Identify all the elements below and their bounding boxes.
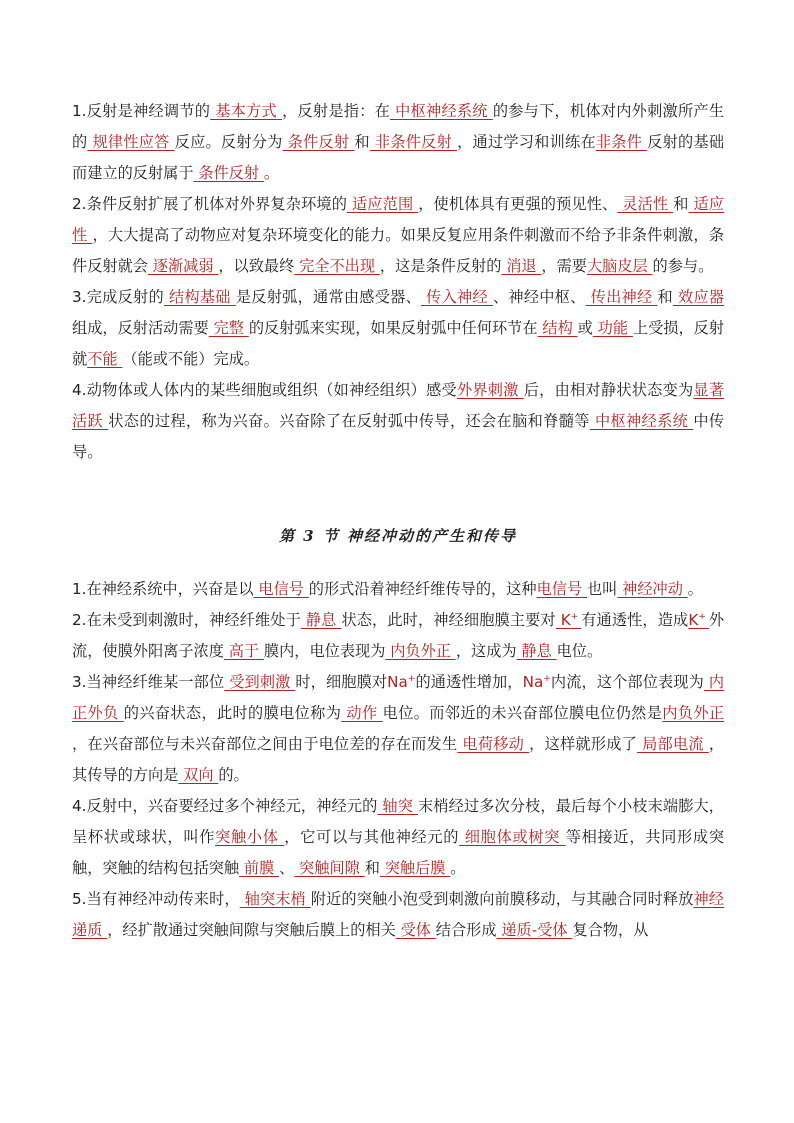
text-segment: 组成，反射活动需要 [72, 319, 209, 337]
answer-text: 电荷移动 [457, 735, 530, 753]
answer-blank [497, 921, 573, 939]
superscript-charge: + [570, 611, 582, 622]
answer-text: 传出神经 [585, 288, 658, 306]
answer-text: 非条件 [595, 133, 648, 151]
answer-blank [239, 859, 279, 877]
answer-blank [537, 580, 587, 598]
answer-blank [387, 673, 415, 691]
text-segment: ，大大提高了动物应对复杂环境变化的能力。如果反复应用条件刺激而不给予非条件刺激，条件反射就会 [72, 226, 725, 275]
answer-blank [662, 704, 724, 722]
text-segment: 2.条件反射扩展了机体对外界复杂环境的 [72, 195, 348, 213]
text-segment: 也叫 [586, 580, 618, 598]
answer-text: 高于 [223, 642, 264, 660]
answer-text: 内负外正 [662, 704, 725, 722]
answer-text: 完整 [208, 319, 249, 337]
text-segment: ，在兴奋部位与未兴奋部位之间由于电位差的存在而发生 [72, 735, 458, 753]
text-segment: 、 [279, 859, 295, 877]
text-segment: 的反射弧来实现，如果反射弧中任何环节在 [248, 319, 538, 337]
answer-text: 突触小体 [215, 828, 285, 846]
answer-blank [593, 319, 633, 337]
answer-text: 传入神经 [421, 288, 493, 306]
text-segment: ，使机体具有更强的预见性、 [418, 195, 618, 213]
text-segment: 有通透性，造成 [581, 611, 689, 629]
answer-text: 突触后膜 [379, 859, 451, 877]
answer-text: 逐渐减弱 [147, 257, 219, 275]
text-segment: ，需要 [541, 257, 587, 275]
answer-text: Na [522, 673, 544, 691]
answer-text: 动作 [341, 704, 383, 722]
answer-text: 递质-受体 [496, 921, 573, 939]
answer-text: 中枢神经系统 [589, 412, 694, 430]
text-segment: 和 [354, 133, 370, 151]
answer-blank [673, 288, 724, 306]
text-segment: 。 [687, 580, 703, 598]
answer-blank [637, 735, 709, 753]
text-segment: 外流，使膜外阳离子浓度 [72, 611, 725, 660]
paragraph-5 [72, 884, 724, 946]
answer-blank [459, 828, 566, 846]
answer-blank [194, 164, 264, 182]
answer-blank [538, 319, 578, 337]
answer-text: 灵活性 [617, 195, 674, 213]
answer-text: 适应性 [72, 195, 725, 244]
answer-blank [377, 797, 418, 815]
paragraph-3 [72, 282, 724, 375]
paragraph-3 [72, 667, 724, 791]
answer-blank [380, 859, 450, 877]
text-segment: 状态的过程，称为兴奋。兴奋除了在反射弧中传导，还会在脑和脊髓等 [108, 412, 590, 430]
answer-blank [556, 611, 581, 629]
answer-blank [254, 580, 309, 598]
paragraph-2 [72, 189, 724, 282]
answer-text: 静息 [300, 611, 342, 629]
text-segment: 是反射弧，通常由感受器、 [235, 288, 422, 306]
text-segment: 膜内，电位表现为 [263, 642, 386, 660]
answer-blank [224, 673, 295, 691]
text-segment: 内流，这个部位表现为 [550, 673, 704, 691]
answer-text: 突触间隙 [294, 859, 365, 877]
answer-blank [341, 704, 382, 722]
text-segment: 末梢经过多次分枝，最后每个小枝末端膨大，呈杯状或球状，叫作 [72, 797, 724, 846]
text-segment: ，通过学习和训练在 [457, 133, 596, 151]
answer-text: 中枢神经系统 [390, 102, 493, 120]
answer-blank [87, 350, 122, 368]
answer-text: 神经递质 [72, 890, 724, 939]
text-segment: ，经扩散通过突触间隙与突触后膜上的相关 [107, 921, 396, 939]
text-segment: 电位。而邻近的未兴奋部位膜电位仍然是 [382, 704, 663, 722]
answer-text: 效应器 [672, 288, 725, 306]
text-segment: 和 [364, 859, 380, 877]
answer-blank [590, 412, 694, 430]
answer-text: 电信号 [536, 580, 587, 598]
answer-text: 大脑皮层 [586, 257, 653, 275]
answer-text: 结构基础 [163, 288, 236, 306]
text-segment: 上受损，反射就 [72, 319, 725, 368]
text-segment: 3.完成反射的 [72, 288, 164, 306]
paragraph-4 [72, 375, 724, 468]
answer-text: 完全不出现 [294, 257, 380, 275]
text-segment: 反应。反射分为 [174, 133, 283, 151]
paragraph-1 [72, 574, 724, 605]
text-segment: 的。 [218, 766, 249, 784]
text-segment: 或 [577, 319, 593, 337]
text-segment: 结合形成 [435, 921, 497, 939]
text-segment: 附近的突触小泡受到刺激向前膜移动，与其融合同时释放 [310, 890, 694, 908]
answer-blank [283, 133, 355, 151]
answer-blank [210, 102, 282, 120]
answer-blank [224, 642, 264, 660]
answer-text: 条件反射 [282, 133, 355, 151]
text-segment: 等相接近，共同形成突触，突触的结构包括突触 [72, 828, 725, 877]
section-2-content [72, 574, 724, 946]
answer-text: K [688, 611, 699, 629]
answer-blank [209, 319, 249, 337]
text-segment: 的兴奋状态，此时的膜电位称为 [123, 704, 342, 722]
answer-text: 内正外负 [72, 673, 725, 722]
answer-text: 适应范围 [347, 195, 419, 213]
answer-text: 基本方式 [210, 102, 283, 120]
answer-text: 条件反射 [193, 164, 264, 182]
text-segment: 和 [673, 195, 689, 213]
answer-text: K [555, 611, 571, 629]
paragraph-2 [72, 605, 724, 667]
text-segment: 的形式沿着神经纤维传导的，这种 [308, 580, 537, 598]
text-segment: 复合物，从 [572, 921, 649, 939]
answer-blank [87, 133, 174, 151]
text-segment: （能或不能）完成。 [122, 350, 260, 368]
answer-text: 外界刺激 [456, 381, 524, 399]
text-segment: 中传导。 [72, 412, 725, 461]
answer-blank [301, 611, 342, 629]
answer-blank [164, 288, 236, 306]
answer-text: 显著活跃 [72, 381, 725, 430]
answer-text: 静息 [516, 642, 557, 660]
text-segment: ，以致最终 [218, 257, 295, 275]
paragraph-1 [72, 96, 724, 189]
answer-text: 受到刺激 [224, 673, 296, 691]
text-segment: ，反射是指：在 [282, 102, 391, 120]
answer-text: 细胞体或树突 [459, 828, 566, 846]
answer-blank [215, 828, 284, 846]
text-segment: 3.当神经纤维某一部位 [72, 673, 225, 691]
text-segment: ，这成为 [455, 642, 517, 660]
text-segment: ，这样就形成了 [529, 735, 638, 753]
answer-text: Na [387, 673, 408, 691]
answer-text: 结构 [537, 319, 578, 337]
text-segment: 反射的基础而建立的反射属于 [72, 133, 725, 182]
superscript-charge: + [407, 673, 416, 684]
answer-text: 受体 [395, 921, 436, 939]
text-segment: 的通透性增加， [415, 673, 523, 691]
answer-text: 电信号 [253, 580, 309, 598]
answer-text: 轴突 [377, 797, 418, 815]
answer-text: 神经冲动 [617, 580, 688, 598]
answer-text: 局部电流 [637, 735, 709, 753]
answer-blank [586, 288, 658, 306]
answer-text: 规律性应答 [87, 133, 175, 151]
text-segment: 4.反射中，兴奋要经过多个神经元，神经元的 [72, 797, 378, 815]
text-segment: 的参与。 [652, 257, 714, 275]
text-segment: 电位。 [556, 642, 603, 660]
section-1-content [72, 96, 724, 468]
text-segment: 1.反射是神经调节的 [72, 102, 211, 120]
text-segment: 后，由相对静状状态变为 [523, 381, 694, 399]
answer-blank [294, 859, 364, 877]
text-segment: 和 [657, 288, 673, 306]
answer-blank [390, 102, 493, 120]
answer-blank [347, 195, 418, 213]
text-segment: 2.在未受到刺激时，神经纤维处于 [72, 611, 301, 629]
answer-blank [457, 381, 524, 399]
superscript-charge: + [698, 611, 709, 622]
answer-text: 轴突末梢 [239, 890, 311, 908]
text-segment: 、神经中枢、 [492, 288, 586, 306]
answer-blank [148, 257, 218, 275]
answer-blank [457, 735, 529, 753]
section-title: 第 3 节 神经冲动的产生和传导 [278, 527, 518, 545]
answer-text: 功能 [592, 319, 633, 337]
text-segment: 。 [263, 164, 280, 182]
answer-blank [396, 921, 436, 939]
answer-blank [370, 133, 457, 151]
answer-blank [688, 611, 709, 629]
answer-blank [523, 673, 551, 691]
text-segment: 1.在神经系统中，兴奋是以 [72, 580, 254, 598]
answer-text: 内负外正 [385, 642, 456, 660]
text-segment: 。 [450, 859, 466, 877]
answer-text: 消退 [501, 257, 542, 275]
answer-text: 非条件反射 [369, 133, 458, 151]
answer-text: 前膜 [239, 859, 280, 877]
answer-blank [385, 642, 455, 660]
text-segment: ，其传导的方向是 [72, 735, 725, 784]
text-segment: ，这是条件反射的 [379, 257, 502, 275]
superscript-charge: + [543, 673, 551, 684]
answer-blank [596, 133, 647, 151]
answer-text: 双向 [178, 766, 219, 784]
answer-blank [617, 195, 673, 213]
answer-blank [587, 257, 653, 275]
answer-blank [501, 257, 541, 275]
answer-blank [178, 766, 218, 784]
text-segment: 状态，此时，神经细胞膜主要对 [341, 611, 556, 629]
answer-blank [294, 257, 380, 275]
text-segment: ，它可以与其他神经元的 [284, 828, 460, 846]
text-segment: 的参与下，机体对内外刺激所产生的 [72, 102, 725, 151]
answer-text: 不能 [87, 350, 123, 368]
text-segment: 5.当有神经冲动传来时， [72, 890, 240, 908]
text-segment: 时，细胞膜对 [295, 673, 388, 691]
answer-blank [240, 890, 311, 908]
text-segment: 4.动物体或人体内的某些细胞或组织（如神经组织）感受 [72, 381, 457, 399]
document-page [72, 96, 724, 946]
answer-blank [421, 288, 493, 306]
answer-blank [517, 642, 557, 660]
answer-blank [617, 580, 687, 598]
paragraph-4 [72, 791, 724, 884]
